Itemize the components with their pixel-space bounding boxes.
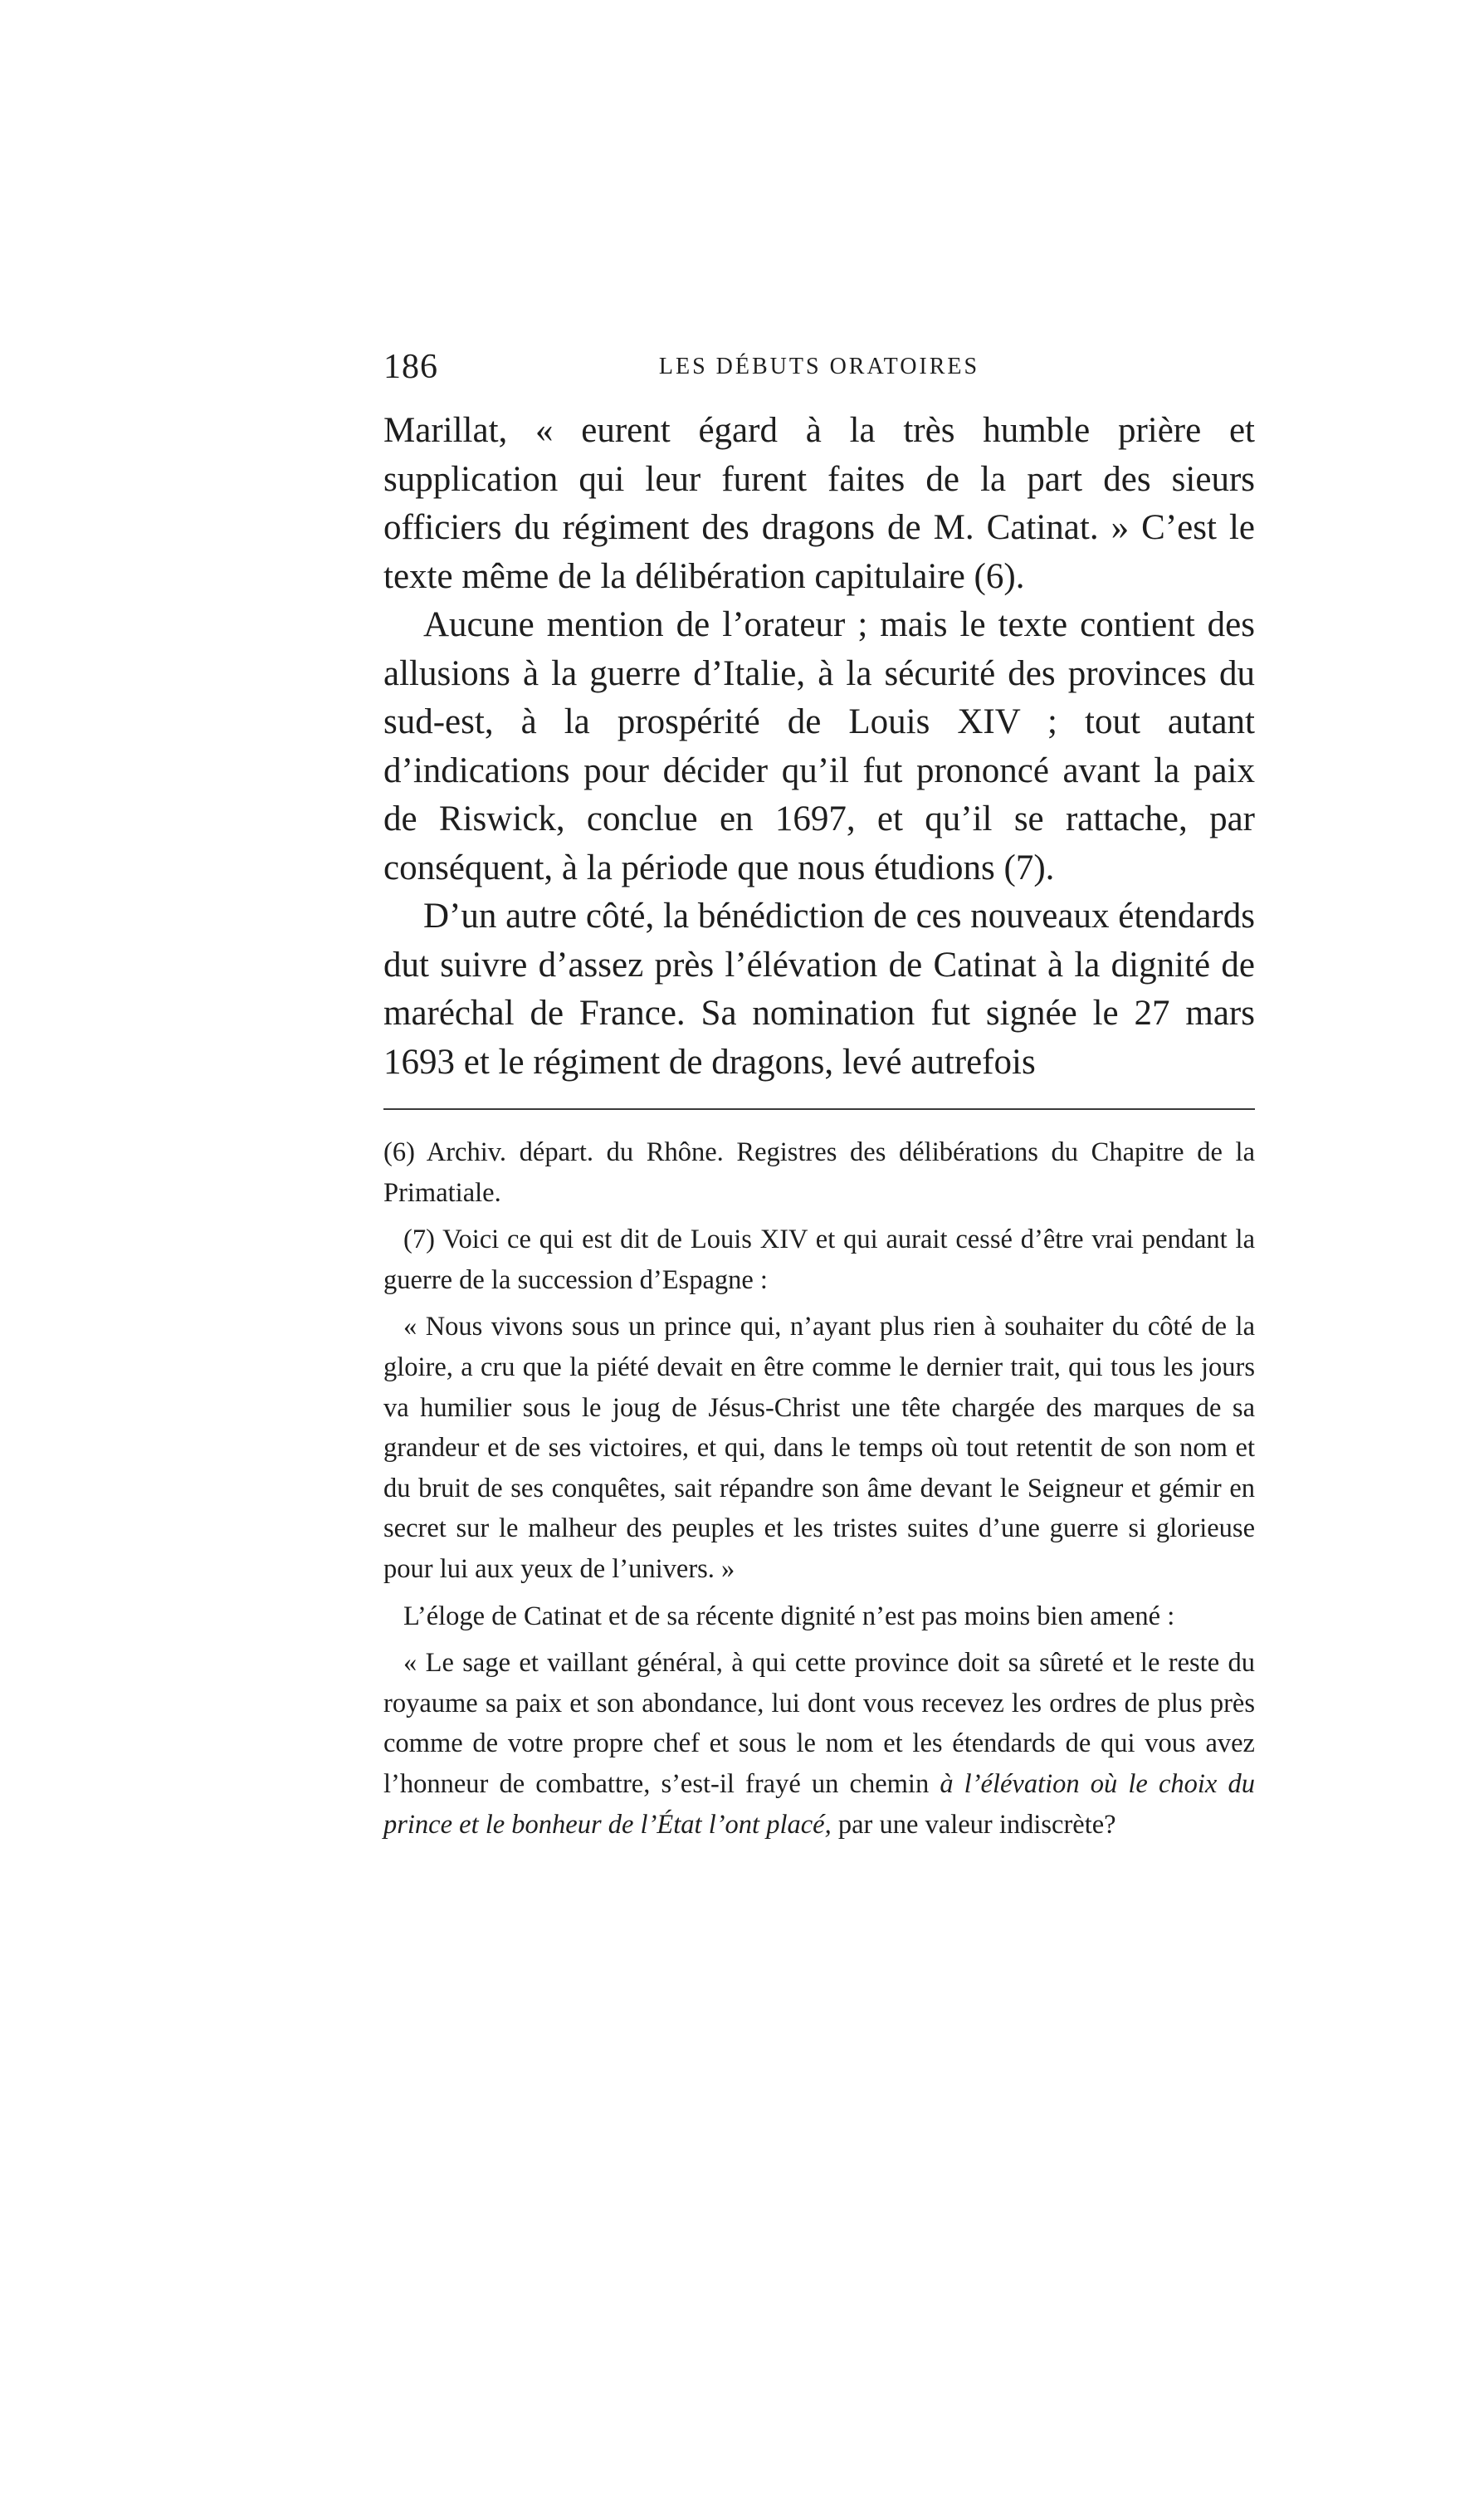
footnote-7: (7) Voici ce qui est dit de Louis XIV et qui aurait cessé d’être vrai pendant la guerre de la succession d’Espagne : [383,1225,1255,1295]
quote-2-start: « Le sage et vaillant général, à qui cette province doit sa sûreté et le reste du royaume sa paix et son abondance, lui dont vous recevez les ordres de plus près comme de votre propre chef et sous le nom et les étendards de qui vous avez l’honneur de combattre, s’est-il frayé un chemin [383,1648,1255,1799]
footnote-6: (6) Archiv. départ. du Rhône. Registres des délibérations du Chapitre de la Primatiale. [383,1137,1255,1208]
page-number: 186 [383,348,438,386]
footnote-divider [383,1108,1255,1110]
quote-2-end: par une valeur indiscrète? [831,1809,1116,1840]
page-header [383,347,1255,389]
footnote-7-quote-1: « Nous vivons sous un prince qui, n’ayant plus rien à souhaiter du côté de la gloire, a cru que la piété devait en être comme le dernier trait, qui tous les jours va humilier sous le joug de Jésus-Christ une tête chargée des marques de sa grandeur et de ses victoires, et qui, dans le temps où tout retentit de son nom et du bruit de ses conquêtes, sait répandre son âme devant le Seigneur et gémir en secret sur le malheur des peuples et les tristes suites d’une guerre si glorieuse pour lui aux yeux de l’univers. » [383,1312,1255,1584]
footnotes [383,1132,1255,1845]
paragraph-1: Marillat, « eurent égard à la très humble prière et supplication qui leur furent faites de la part des sieurs officiers du régiment des dragons de M. Catinat. » C’est le texte même de la délibération capitulaire (6). [383,411,1255,596]
footnote-7-continuation: L’éloge de Catinat et de sa récente dignité n’est pas moins bien amené : [403,1601,1175,1631]
footnote-7-quote-2 [383,1643,1255,1845]
paragraph-3: D’un autre côté, la bénédiction de ces nouveaux étendards dut suivre d’assez près l’élévation de Catinat à la dignité de maréchal de France. Sa nomination fut signée le 27 mars 1693 et le régiment de dragons, levé autrefois [383,897,1255,1082]
running-title: LES DÉBUTS ORATOIRES [658,354,980,379]
quote-2-italic: à l’élévation où le choix du prince et le bonheur de l’État l’ont placé, [383,1768,1255,1840]
main-text [383,407,1255,1087]
paragraph-2: Aucune mention de l’orateur ; mais le texte contient des allusions à la guerre d’Italie, à la sécurité des provinces du sud-est, à la prospérité de Louis XIV ; tout autant d’indications pour décider qu’il fut prononcé avant la paix de Riswick, conclue en 1697, et qu’il se rattache, par conséquent, à la période que nous étudions (7). [383,605,1255,887]
